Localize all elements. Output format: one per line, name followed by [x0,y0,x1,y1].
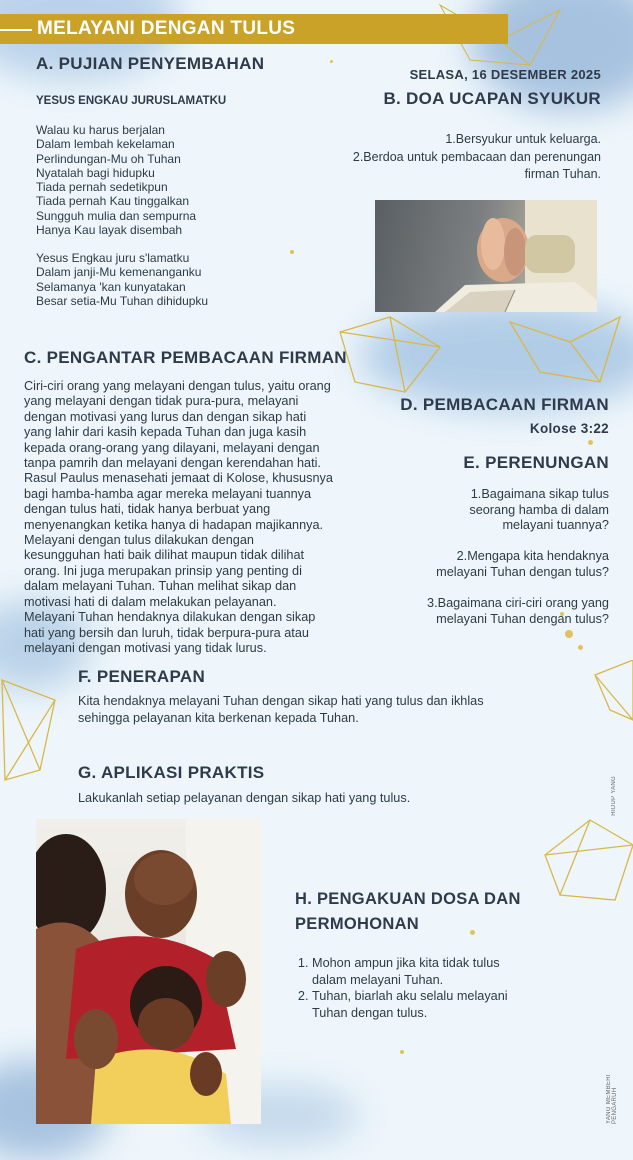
body-line: Ciri-ciri orang yang melayani dengan tulus, yaitu orang [24,379,331,393]
question-line: seorang hamba di dalam [469,502,609,517]
family-praying-photo [36,819,261,1124]
scripture-reference: Kolose 3:22 [529,421,609,436]
section-g-heading: G. APLIKASI PRAKTIS [78,763,265,782]
song-verse-2 [36,251,208,308]
section-h-heading-line: PERMOHONAN [295,915,420,933]
confession-item [312,988,508,1021]
side-vertical-text: YANG MEMBERI PENGARUH [606,1074,618,1124]
lyric-line: Dalam lembah kekelaman [36,137,175,152]
praying-hands-illustration [375,200,597,312]
date-label: SELASA, 16 DESEMBER 2025 [409,67,601,82]
section-d-heading: D. PEMBACAAN FIRMAN [400,395,609,414]
prayer-item: firman Tuhan. [524,167,601,181]
lyric-line: Tiada pernah sedetikpun [36,180,168,195]
lyric-line: Besar setia-Mu Tuhan dihidupku [36,293,209,308]
lyric-line: Yesus Engkau juru s'lamatku [36,251,190,265]
body-line: menyenangkan ketika hanya di hadapan majikannya. [24,517,324,532]
song-title: YESUS ENGKAU JURUSLAMATKU [36,95,227,107]
section-e-heading: E. PERENUNGAN [463,453,609,472]
section-f-body [78,693,484,726]
section-a-heading: A. PUJIAN PENYEMBAHAN [36,54,265,73]
body-line: Rasul Paulus menasehati jemaat di Kolose, khususnya [24,471,333,486]
body-line: dengan motivasi yang lurus dan dengan sikap hati [24,409,307,424]
reflection-question-3 [427,596,609,627]
lyric-line: Dalam janji-Mu kemenanganku [36,265,202,280]
section-c-heading: C. PENGANTAR PEMBACAAN FIRMAN [24,348,347,367]
lyric-line: Walau ku harus berjalan [36,123,165,137]
question-line: 3.Bagaimana ciri-ciri orang yang [427,596,609,610]
body-line: dengan tulus hati, tidak hanya berbuat yang [24,502,271,517]
body-line: Melayani Tuhan hendaknya dilakukan dengan sikap [24,610,316,625]
gold-dot [578,645,583,650]
body-line: kesungguhan hati baik dilihat maupun tidak dilihat [24,548,305,563]
confession-item [312,955,508,988]
question-line: melayani Tuhan dengan tulus? [436,564,609,579]
lyric-line: Perlindungan-Mu oh Tuhan [36,151,181,166]
gold-geometric-decoration [540,815,633,905]
side-vertical-text: HIDUP YANG [611,776,617,816]
confession-line: 2. Tuhan, biarlah aku selalu melayani [312,989,508,1003]
confession-line: dalam melayani Tuhan. [312,972,444,987]
section-g-body: Lakukanlah setiap pelayanan dengan sikap hati yang tulus. [78,791,411,805]
family-praying-illustration [36,819,261,1124]
gold-dot [565,630,573,638]
confession-line: 1. Mohon ampun jika kita tidak tulus [312,956,500,970]
body-line: hati yang bersih dan luruh, tidak berpura-pura atau [24,625,309,640]
section-h-heading-line: H. PENGAKUAN DOSA DAN [295,890,521,908]
section-h-heading [295,887,521,937]
body-line: orang. Ini juga merupakan prinsip yang penting di [24,563,302,578]
lyric-line: Nyatalah bagi hidupku [36,165,155,180]
page-title: MELAYANI DENGAN TULUS [37,18,296,39]
gold-geometric-decoration [330,312,630,402]
question-line: 1.Bagaimana sikap tulus [470,487,609,501]
body-line: kepada orang-orang yang dilayani, melayani dengan [24,440,320,455]
body-line: Melayani dengan tulus dilakukan dengan [24,533,254,548]
lyric-line: Tiada pernah Kau tinggalkan [36,194,189,209]
reflection-question-1 [469,487,609,534]
gold-dot [290,250,294,254]
gold-dot [400,1050,404,1054]
body-line: sehingga pelayanan kita berkenan kepada Tuhan. [78,710,359,725]
lyric-line: Hanya Kau layak disembah [36,223,183,238]
gold-geometric-decoration [0,660,70,790]
question-line: 2.Mengapa kita hendaknya [456,549,609,563]
confession-list [292,955,508,1021]
body-line: melayani dengan motivasi yang tidak lurus. [24,640,267,655]
body-line: Kita hendaknya melayani Tuhan dengan sikap hati yang tulus dan ikhlas [78,694,484,708]
gold-dot [330,60,333,63]
lyric-line: Sungguh mulia dan sempurna [36,208,197,223]
body-line: motivasi hati di dalam melakukan pelayanan. [24,594,277,609]
section-b-heading: B. DOA UCAPAN SYUKUR [383,89,601,108]
section-f-heading: F. PENERAPAN [78,667,206,686]
lyric-line: Selamanya 'kan kunyatakan [36,279,186,294]
praying-hands-photo [375,200,597,312]
gold-geometric-decoration [590,660,633,730]
body-line: yang melayani dengan tidak pura-pura, melayani [24,394,299,409]
prayer-item: 1.Bersyukur untuk keluarga. [445,132,601,146]
body-line: bagi hamba-hamba agar mereka melayani tuannya [24,486,312,501]
section-b-list [353,131,601,184]
confession-line: Tuhan dengan tulus. [312,1005,428,1020]
banner-accent-line [0,29,32,31]
song-verse-1 [36,123,196,237]
reflection-question-2 [436,549,609,580]
prayer-item: 2.Berdoa untuk pembacaan dan perenungan [352,149,601,164]
gold-dot [588,440,593,445]
section-c-body [24,379,354,656]
body-line: dalam melayani Tuhan. Tuhan melihat sikap dan [24,579,297,594]
question-line: melayani Tuhan dengan tulus? [436,611,609,626]
body-line: yang lahir dari kasih kepada Tuhan dan juga kasih [24,425,307,440]
body-line: tanpa pamrih dan melayani dengan kerendahan hati. [24,456,321,471]
question-line: melayani tuannya? [502,518,609,533]
